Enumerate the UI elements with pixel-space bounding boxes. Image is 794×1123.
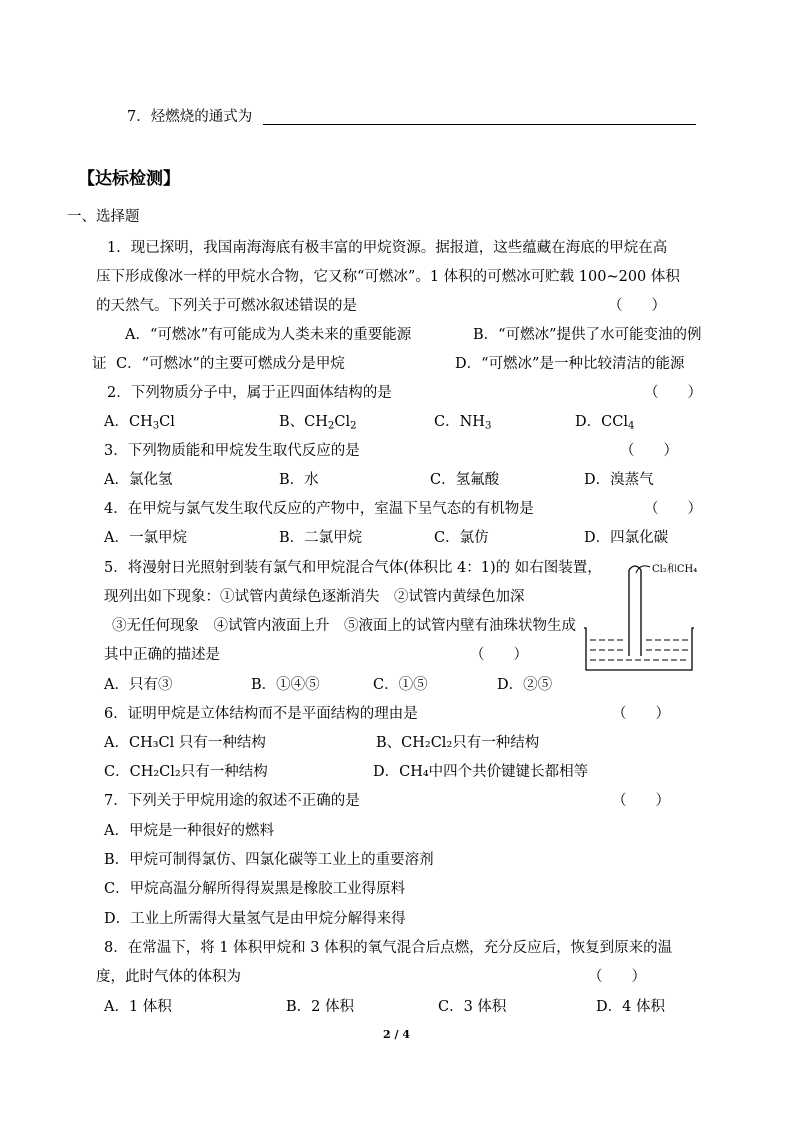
q1-line3: 的天然气。下列关于可燃冰叙述错误的是 xyxy=(96,298,357,314)
q8-option-c[interactable]: C．3 体积 xyxy=(438,999,507,1015)
q1-option-a[interactable]: A．“可燃冰”有可能成为人类未来的重要能源 xyxy=(125,327,412,343)
q1-option-b-cont: 证 xyxy=(92,356,107,372)
diagram-gas-label: Cl₂和CH₄ xyxy=(652,564,698,575)
q7-paren[interactable]: （ ） xyxy=(612,793,670,809)
q2-option-a[interactable]: A．$CH_3Cl$ xyxy=(104,414,175,432)
q3-option-a[interactable]: A．氯化氢 xyxy=(104,472,173,488)
item-7-label: 7．烃燃烧的通式为 xyxy=(127,109,253,125)
q4-paren[interactable]: （ ） xyxy=(644,501,702,517)
q3-option-d[interactable]: D．溴蒸气 xyxy=(584,472,654,488)
answer-blank[interactable] xyxy=(263,124,696,125)
q1-option-c[interactable]: C．“可燃冰”的主要可燃成分是甲烷 xyxy=(116,356,345,372)
page-number: 2 / 4 xyxy=(383,1028,410,1041)
q1-line1: 1．现已探明，我国南海海底有极丰富的甲烷资源。据报道，这些蕴藏在海底的甲烷在高 xyxy=(107,240,668,256)
q5-option-d[interactable]: D．②⑤ xyxy=(497,677,553,693)
q6-option-a[interactable]: A．CH₃Cl 只有一种结构 xyxy=(104,735,266,751)
q6-paren[interactable]: （ ） xyxy=(612,706,670,722)
q3-option-b[interactable]: B．水 xyxy=(279,472,319,488)
q7-option-c[interactable]: C．甲烷高温分解所得得炭黑是橡胶工业得原料 xyxy=(104,881,406,897)
q5-line3: ③无任何现象 ④试管内液面上升 ⑤液面上的试管内壁有油珠状物生成 xyxy=(112,618,576,634)
part-title: 一、选择题 xyxy=(67,209,140,225)
q6-option-b[interactable]: B、CH₂Cl₂只有一种结构 xyxy=(376,735,540,751)
q8-line1: 8．在常温下，将 1 体积甲烷和 3 体积的氧气混合后点燃，充分反应后，恢复到原来的温 xyxy=(104,940,673,956)
q5-line1: 5．将漫射日光照射到装有氯气和甲烷混合气体(体积比 4：1)的 如右图装置， xyxy=(104,560,602,576)
q8-option-d[interactable]: D．4 体积 xyxy=(596,999,665,1015)
q7-stem: 7．下列关于甲烷用途的叙述不正确的是 xyxy=(104,793,360,809)
q6-stem: 6．证明甲烷是立体结构而不是平面结构的理由是 xyxy=(104,706,418,722)
q5-paren[interactable]: （ ） xyxy=(470,647,528,663)
q4-option-c[interactable]: C．氯仿 xyxy=(434,530,489,546)
q5-option-c[interactable]: C．①⑤ xyxy=(373,677,428,693)
q3-option-c[interactable]: C．氢氟酸 xyxy=(430,472,500,488)
q5-option-b[interactable]: B．①④⑤ xyxy=(251,677,320,693)
q3-paren[interactable]: （ ） xyxy=(620,443,678,459)
q5-option-a[interactable]: A．只有③ xyxy=(104,677,173,693)
q2-stem: 2．下列物质分子中，属于正四面体结构的是 xyxy=(107,385,392,401)
q2-option-b[interactable]: B、$CH_2Cl_2$ xyxy=(279,414,357,432)
q2-paren[interactable]: （ ） xyxy=(644,385,702,401)
q1-paren[interactable]: （ ） xyxy=(608,298,666,314)
q4-option-a[interactable]: A．一氯甲烷 xyxy=(104,530,187,546)
q5-line4: 其中正确的描述是 xyxy=(104,647,220,663)
section-title: 【达标检测】 xyxy=(78,169,180,189)
diagram-water-lines xyxy=(590,640,688,660)
q8-option-a[interactable]: A．1 体积 xyxy=(104,999,172,1015)
q4-option-b[interactable]: B．二氯甲烷 xyxy=(279,530,363,546)
q1-option-b[interactable]: B．“可燃冰”提供了水可能变油的例 xyxy=(473,327,702,343)
q5-line2: 现列出如下现象：①试管内黄绿色逐渐消失 ②试管内黄绿色加深 xyxy=(104,589,525,605)
q4-option-d[interactable]: D．四氯化碳 xyxy=(584,530,669,546)
q1-line2: 压下形成像冰一样的甲烷水合物，它又称“可燃冰”。1 体积的可燃冰可贮载 100~200 体积 xyxy=(96,269,680,285)
q8-option-b[interactable]: B．2 体积 xyxy=(286,999,354,1015)
q8-line2: 度，此时气体的体积为 xyxy=(96,969,241,985)
q4-stem: 4．在甲烷与氯气发生取代反应的产物中，室温下呈气态的有机物是 xyxy=(104,501,534,517)
q8-paren[interactable]: （ ） xyxy=(588,969,646,985)
diagram-beaker xyxy=(584,628,694,670)
q2-option-c[interactable]: C．$NH_3$ xyxy=(434,414,492,432)
diagram-test-tube xyxy=(629,566,641,656)
q6-option-c[interactable]: C．CH₂Cl₂只有一种结构 xyxy=(104,764,268,780)
q2-option-d[interactable]: D．CCl$_4$ xyxy=(575,414,635,432)
q6-option-d[interactable]: D．CH₄中四个共价键键长都相等 xyxy=(373,764,589,780)
q3-stem: 3．下列物质能和甲烷发生取代反应的是 xyxy=(104,443,360,459)
q1-option-d[interactable]: D．“可燃冰”是一种比较清洁的能源 xyxy=(455,356,685,372)
test-tube-diagram xyxy=(580,558,710,678)
q7-option-a[interactable]: A．甲烷是一种很好的燃料 xyxy=(104,823,274,839)
q7-option-b[interactable]: B．甲烷可制得氯仿、四氯化碳等工业上的重要溶剂 xyxy=(104,852,434,868)
q7-option-d[interactable]: D．工业上所需得大量氢气是由甲烷分解得来得 xyxy=(104,911,406,927)
